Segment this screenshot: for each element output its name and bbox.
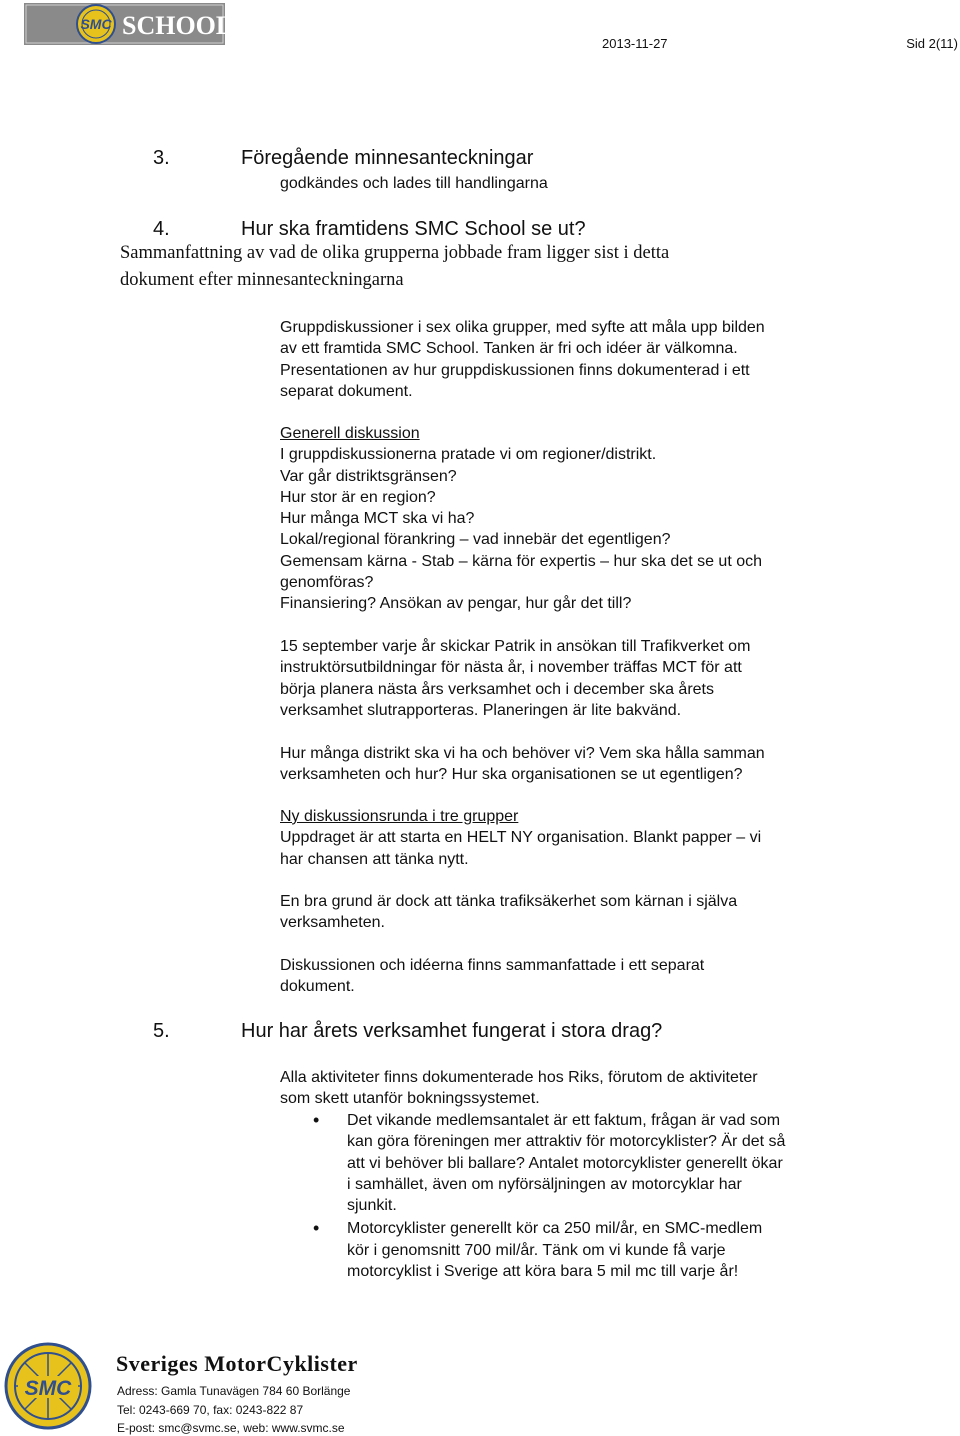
section-5-title: Hur har årets verksamhet fungerat i stora drag?: [241, 1020, 663, 1042]
section-4-intro: [280, 317, 765, 402]
text-line: Var går distriktsgränsen?: [280, 467, 457, 485]
text-line: Hur många MCT ska vi ha?: [280, 510, 475, 528]
summary-line: dokument efter minnesanteckningarna: [120, 270, 404, 290]
foundation-paragraph: [280, 891, 737, 934]
text-line: genomföras?: [280, 574, 374, 592]
text-line: börja planera nästa års verksamhet och i december ska årets: [280, 680, 714, 698]
section-3-title: Föregående minnesanteckningar: [241, 147, 534, 169]
text-line: Gruppdiskussioner i sex olika grupper, med syfte att måla upp bilden: [280, 319, 765, 336]
section-4-number: 4.: [153, 218, 170, 240]
logo-badge-text: SMC: [80, 16, 112, 32]
text-line: 15 september varje år skickar Patrik in ansökan till Trafikverket om: [280, 638, 751, 655]
smc-emblem: [4, 1342, 92, 1430]
footer-organization: Sveriges MotorCyklister: [116, 1351, 358, 1376]
text-line: dokument.: [280, 978, 355, 996]
general-discussion: [280, 423, 762, 615]
section-3-subtext: godkändes och lades till handlingarna: [280, 175, 548, 192]
section-5-intro: [280, 1067, 758, 1110]
text-line: • Motorcyklister generellt kör ca 250 mil/år, en SMC-medlem: [347, 1220, 763, 1238]
text-line: Gemensam kärna - Stab – kärna för expertis – hur ska det se ut och: [280, 552, 763, 570]
text-line: I gruppdiskussionerna pratade vi om regioner/distrikt.: [280, 446, 657, 464]
text-line: separat dokument.: [280, 382, 413, 400]
logo-text: SCHOOL: [122, 11, 225, 40]
september-paragraph: [280, 636, 750, 721]
text-line: En bra grund är dock att tänka trafiksäkerhet som kärnan i själva: [280, 893, 738, 910]
footer-phone: Tel: 0243-669 70, fax: 0243-822 87: [117, 1403, 304, 1417]
header-date: 2013-11-27: [602, 36, 668, 51]
new-round-heading: Ny diskussionsrunda i tre grupper: [280, 808, 519, 825]
text-line: • Det vikande medlemsantalet är ett faktum, frågan är vad som: [347, 1112, 781, 1129]
text-line: motorcyklist i Sverige att köra bara 5 mil mc till varje år!: [347, 1263, 739, 1281]
summarized-paragraph: [280, 955, 704, 998]
footer-address: Adress: Gamla Tunavägen 784 60 Borlänge: [117, 1384, 351, 1398]
emblem-text: SMC: [24, 1377, 72, 1400]
section-3-number: 3.: [153, 147, 170, 169]
text-line: Lokal/regional förankring – vad innebär det egentligen?: [280, 531, 671, 549]
text-line: verksamhet slutrapporteras. Planeringen är lite bakvänd.: [280, 701, 682, 719]
text-line: som skett utanför bokningssystemet.: [280, 1090, 540, 1108]
section-5-heading: [153, 1020, 913, 1046]
text-line: kan göra föreningen mer attraktiv för motorcyklister? Är det så: [347, 1133, 786, 1151]
text-line: har chansen att tänka nytt.: [280, 850, 469, 868]
section-3-heading: [153, 147, 913, 173]
text-line: Hur stor är en region?: [280, 488, 436, 506]
text-line: i samhället, även om nyförsäljningen av motorcyklar har: [347, 1175, 742, 1193]
summary-line: Sammanfattning av vad de olika grupperna jobbade fram ligger sist i detta: [120, 243, 670, 263]
text-line: Alla aktiviteter finns dokumenterade hos Riks, förutom de aktiviteter: [280, 1069, 758, 1086]
text-line: kör i genomsnitt 700 mil/år. Tänk om vi kunde få varje: [347, 1241, 726, 1259]
text-line: verksamheten.: [280, 914, 385, 932]
section-4-summary: [120, 240, 669, 294]
text-line: Uppdraget är att starta en HELT NY organisation. Blankt papper – vi: [280, 829, 762, 847]
text-line: Diskussionen och idéerna finns sammanfattade i ett separat: [280, 957, 705, 974]
school-logo: [24, 3, 225, 45]
new-round: [280, 806, 761, 870]
section-5-number: 5.: [153, 1020, 170, 1042]
text-line: Hur många distrikt ska vi ha och behöver vi? Vem ska hålla samman: [280, 745, 765, 762]
general-discussion-heading: Generell diskussion: [280, 425, 420, 442]
footer-email: E-post: smc@svmc.se, web: www.svmc.se: [117, 1421, 345, 1435]
header-page-number: Sid 2(11): [906, 36, 958, 51]
section-4-title: Hur ska framtidens SMC School se ut?: [241, 218, 586, 240]
bullet-item: [347, 1218, 785, 1282]
bullet-item: [347, 1110, 785, 1216]
text-line: att vi behöver bli ballare? Antalet motorcyklister generellt ökar: [347, 1154, 783, 1172]
districts-paragraph: [280, 743, 765, 786]
text-line: verksamheten och hur? Hur ska organisationen se ut egentligen?: [280, 766, 743, 784]
text-line: instruktörsutbildningar för nästa år, i november träffas MCT för att: [280, 659, 742, 677]
text-line: av ett framtida SMC School. Tanken är fri och idéer är välkomna.: [280, 340, 738, 358]
section-5-bullets: [347, 1110, 785, 1284]
text-line: Presentationen av hur gruppdiskussionen finns dokumenterad i ett: [280, 361, 750, 379]
text-line: Finansiering? Ansökan av pengar, hur går det till?: [280, 595, 632, 613]
text-line: sjunkit.: [347, 1197, 397, 1215]
